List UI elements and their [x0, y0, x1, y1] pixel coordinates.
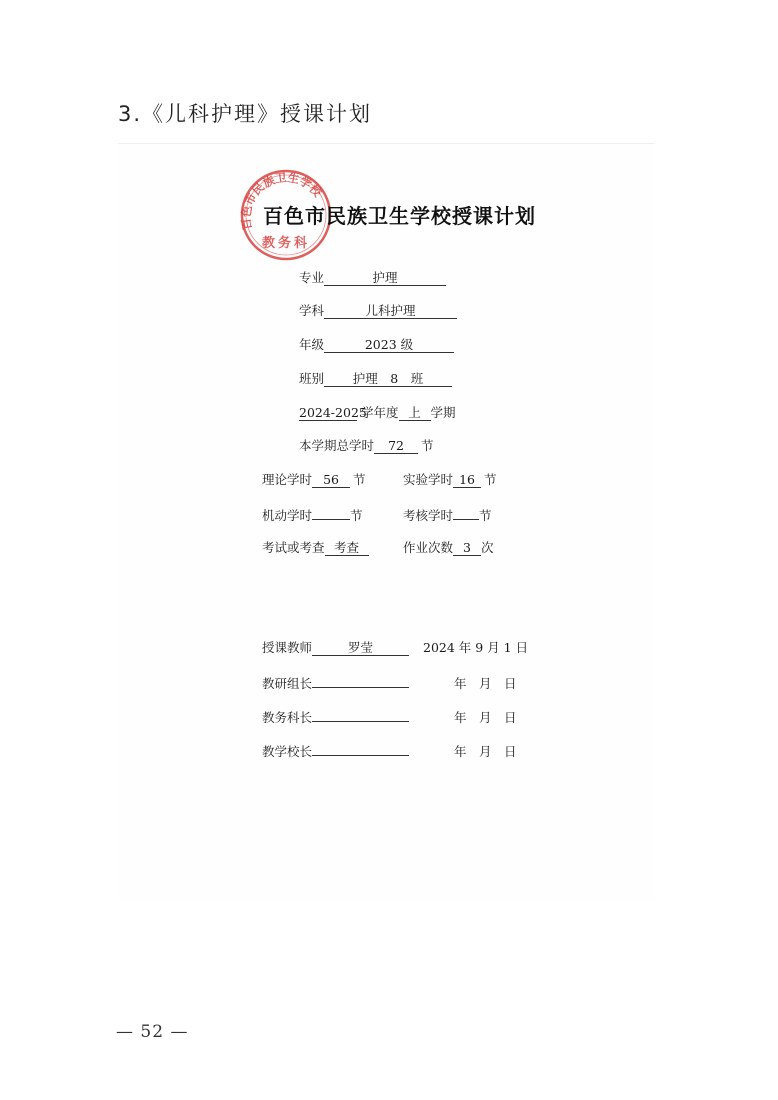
- group-leader-signature-line: [312, 672, 409, 688]
- exam-type-row: [262, 538, 369, 556]
- total-hours-unit: 节: [421, 438, 434, 453]
- grade-label: 年级: [299, 337, 325, 352]
- major-label: 专业: [299, 270, 325, 285]
- teacher-date: 2024 年 9 月 1 日: [423, 640, 529, 655]
- flex-hours-unit: 节: [350, 508, 363, 523]
- exam-type-label: 考试或考查: [262, 540, 325, 555]
- flex-hours-label: 机动学时: [262, 508, 313, 523]
- exam-type-value: 考查: [325, 540, 369, 556]
- principal-row: [262, 740, 517, 760]
- semester-value: 上: [399, 405, 431, 421]
- lab-hours-row: [403, 470, 497, 488]
- homework-label: 作业次数: [403, 540, 454, 555]
- school-year-row: [299, 403, 456, 421]
- assess-hours-unit: 节: [479, 508, 492, 523]
- homework-row: [403, 538, 494, 556]
- class-row: [299, 369, 452, 387]
- lab-hours-label: 实验学时: [403, 472, 454, 487]
- teacher-label: 授课教师: [262, 640, 313, 655]
- subject-value: 儿科护理: [324, 303, 457, 319]
- dept-head-signature-line: [312, 706, 409, 722]
- teacher-name: 罗莹: [312, 640, 409, 656]
- section-heading: 3.《儿科护理》授课计划: [118, 102, 373, 126]
- total-hours-row: [299, 436, 434, 454]
- assess-hours-value: [453, 504, 479, 520]
- principal-label: 教学校长: [262, 744, 313, 759]
- seal-ring-text: 百色市民族卫生学校: [238, 170, 325, 231]
- group-leader-date: 年 月 日: [454, 676, 517, 691]
- dept-head-date: 年 月 日: [454, 710, 517, 725]
- form-title: 百色市民族卫生学校授课计划: [263, 204, 536, 228]
- dept-head-row: [262, 706, 517, 726]
- major-row: [299, 268, 446, 286]
- total-hours-label: 本学期总学时: [299, 438, 375, 453]
- flex-hours-row: [262, 504, 363, 524]
- grade-value: 2023 级: [324, 337, 454, 353]
- assess-hours-row: [403, 504, 492, 524]
- scanned-form-page: [118, 143, 654, 899]
- group-leader-row: [262, 672, 517, 692]
- class-value: 护理 8 班: [324, 371, 452, 387]
- page-number: — 52 —: [116, 1022, 189, 1042]
- principal-date: 年 月 日: [454, 744, 517, 759]
- school-year-value: 2024-2025: [299, 405, 367, 420]
- theory-hours-label: 理论学时: [262, 472, 313, 487]
- theory-hours-row: [262, 470, 366, 488]
- principal-signature-line: [312, 740, 409, 756]
- subject-row: [299, 301, 457, 319]
- lab-hours-unit: 节: [484, 472, 497, 487]
- dept-head-label: 教务科长: [262, 710, 313, 725]
- school-year-label: 学年度: [361, 405, 399, 420]
- homework-value: 3: [453, 540, 481, 556]
- lab-hours-value: 16: [453, 472, 481, 488]
- total-hours-value: 72: [374, 438, 418, 454]
- homework-unit: 次: [481, 540, 494, 555]
- assess-hours-label: 考核学时: [403, 508, 454, 523]
- major-value: 护理: [324, 270, 446, 286]
- seal-center-text: 教务科: [261, 236, 311, 251]
- subject-label: 学科: [299, 303, 325, 318]
- semester-label: 学期: [430, 405, 456, 420]
- group-leader-label: 教研组长: [262, 676, 313, 691]
- flex-hours-value: [312, 504, 350, 520]
- theory-hours-unit: 节: [353, 472, 366, 487]
- grade-row: [299, 335, 454, 353]
- teacher-row: [262, 638, 528, 656]
- theory-hours-value: 56: [312, 472, 350, 488]
- class-label: 班别: [299, 371, 325, 386]
